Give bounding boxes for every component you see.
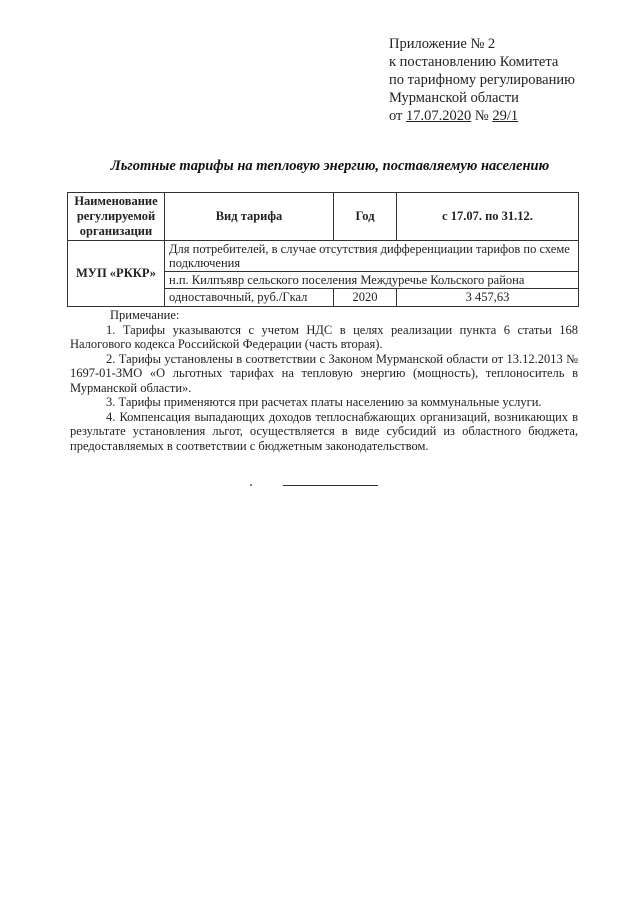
header-period: с 17.07. по 31.12. bbox=[397, 193, 579, 241]
appendix-date-line bbox=[389, 107, 629, 125]
header-organization: Наименование регулируемой организации bbox=[68, 193, 165, 241]
header-tariff-type: Вид тарифа bbox=[165, 193, 334, 241]
note-item: 1. Тарифы указываются с учетом НДС в целях реализации пункта 6 статьи 168 Налогового кодекса Российской Федерации (часть вторая). bbox=[70, 322, 578, 351]
notes-section bbox=[70, 308, 578, 453]
settlement-name: н.п. Килпъявр сельского поселения Междуречье Кольского района bbox=[165, 272, 579, 289]
separator-dot bbox=[250, 484, 252, 486]
number-sign: № bbox=[471, 108, 493, 124]
year-cell: 2020 bbox=[334, 289, 397, 307]
note-item: 2. Тарифы установлены в соответствии с Законом Мурманской области от 13.12.2013 № 1697-01-ЗМО «О льготных тарифах на тепловую энергию (мощность), теплоноситель в Мурманской области». bbox=[70, 351, 578, 395]
resolution-date: 17.07.2020 bbox=[406, 108, 472, 124]
resolution-number: 29/1 bbox=[492, 108, 519, 124]
date-prefix: от bbox=[389, 108, 407, 124]
tariff-type-cell: одноставочный, руб./Гкал bbox=[165, 289, 334, 307]
appendix-line: по тарифному регулированию bbox=[389, 72, 575, 88]
note-item: 3. Тарифы применяются при расчетах платы населению за коммунальные услуги. bbox=[106, 395, 542, 409]
tariff-table bbox=[67, 192, 579, 307]
table-row bbox=[68, 241, 579, 272]
note-item: 4. Компенсация выпадающих доходов теплоснабжающих организаций, возникающих в результате установления льгот, осуществляется в виде субсидий из областного бюджета, предоставляемых в соответствии с бюджетным законодательством. bbox=[70, 409, 578, 453]
notes-heading: Примечание: bbox=[110, 308, 180, 322]
appendix-line: к постановлению Комитета bbox=[389, 54, 559, 70]
appendix-line: Приложение № 2 bbox=[389, 36, 496, 52]
document-title: Льготные тарифы на тепловую энергию, поставляемую населению bbox=[110, 158, 550, 174]
appendix-header bbox=[389, 35, 629, 125]
header-year: Год bbox=[334, 193, 397, 241]
organization-name: МУП «РККР» bbox=[68, 241, 165, 307]
appendix-line: Мурманской области bbox=[389, 90, 519, 106]
end-separator-line bbox=[283, 485, 378, 486]
consumer-category: Для потребителей, в случае отсутствия дифференциации тарифов по схеме подключения bbox=[165, 241, 579, 272]
tariff-value-cell: 3 457,63 bbox=[397, 289, 579, 307]
table-header-row bbox=[68, 193, 579, 241]
